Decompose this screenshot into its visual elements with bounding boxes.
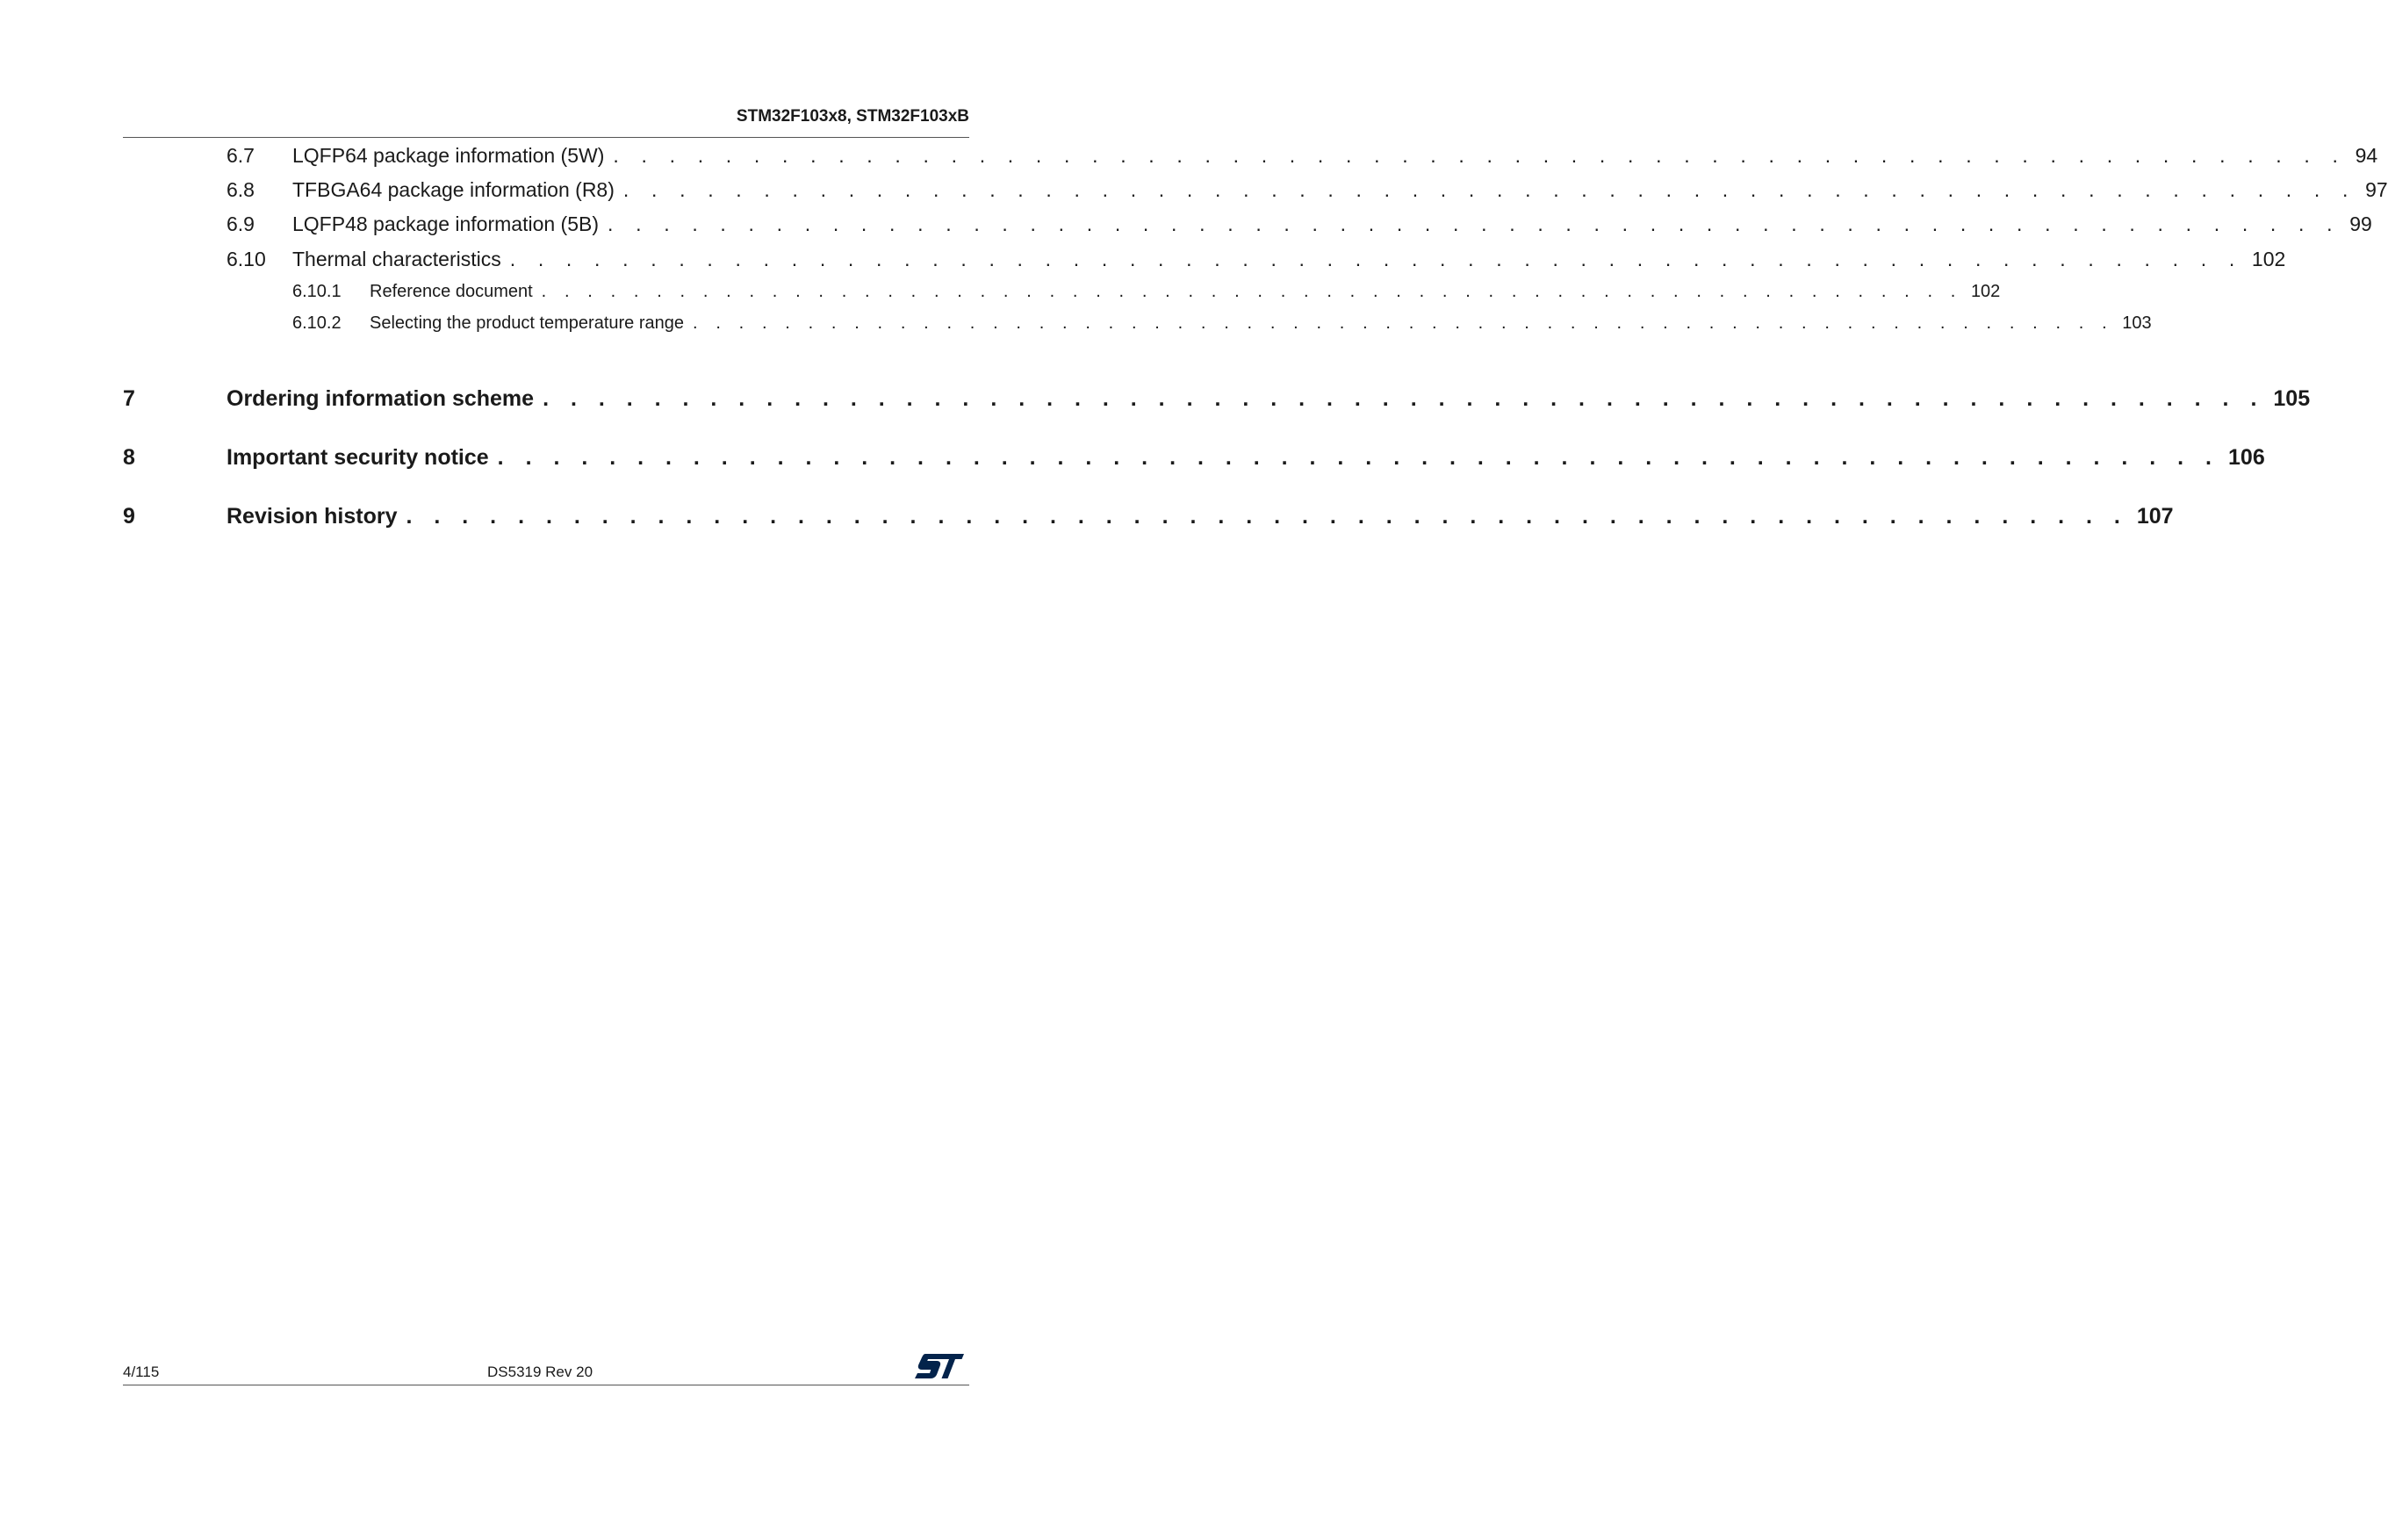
toc-title: Selecting the product temperature range [370, 313, 684, 333]
toc-title: Ordering information scheme [227, 386, 535, 411]
toc-number: 6.10.1 [292, 282, 342, 301]
toc-page-number: 102 [2251, 248, 2286, 270]
toc-leader-dots: . . . . . . . . . . . . . . . . . . . . . . . . . . . . . . . . . . . . . . . . . . . . . . . . . . . . . . . . . . . . . . [541, 282, 1962, 301]
toc-page-number: 103 [2122, 313, 2152, 333]
toc-title: LQFP48 package information (5B) [292, 212, 600, 235]
toc-page-number: 99 [2349, 212, 2372, 235]
toc-entry-6-10-2[interactable] [292, 313, 2152, 334]
toc-page-number: 102 [1970, 282, 2001, 301]
toc-number: 6.10.2 [292, 313, 342, 333]
toc-number: 6.9 [227, 212, 255, 235]
toc-leader-dots: . . . . . . . . . . . . . . . . . . . . . . . . . . . . . . . . . . . . . . . . . . . . . . . . . . . . . . . . . . . . . . [622, 178, 2357, 201]
toc-number: 6.7 [227, 144, 255, 167]
toc-entry-6-9[interactable] [227, 212, 2372, 236]
toc-leader-dots: . . . . . . . . . . . . . . . . . . . . . . . . . . . . . . . . . . . . . . . . . . . . . . . . . . . . . . . . . . . . . . [406, 504, 2128, 529]
page-header [123, 105, 969, 138]
toc-leader-dots: . . . . . . . . . . . . . . . . . . . . . . . . . . . . . . . . . . . . . . . . . . . . . . . . . . . . . . . . . . . . . . [497, 445, 2220, 470]
toc-leader-dots: . . . . . . . . . . . . . . . . . . . . . . . . . . . . . . . . . . . . . . . . . . . . . . . . . . . . . . . . . . . . . . [613, 144, 2347, 167]
page-footer [123, 1361, 969, 1385]
toc-leader-dots: . . . . . . . . . . . . . . . . . . . . . . . . . . . . . . . . . . . . . . . . . . . . . . . . . . . . . . . . . . . . . . [509, 248, 2243, 270]
toc-title: Thermal characteristics [292, 248, 501, 270]
toc-entry-6-10-1[interactable] [292, 282, 2001, 302]
toc-number: 6.10 [227, 248, 266, 270]
st-logo-icon [913, 1351, 966, 1381]
toc-entry-8[interactable] [123, 445, 2265, 471]
toc-title: Important security notice [227, 445, 489, 470]
toc-page-number: 97 [2365, 178, 2388, 201]
toc-leader-dots: . . . . . . . . . . . . . . . . . . . . . . . . . . . . . . . . . . . . . . . . . . . . . . . . . . . . . . . . . . . . . . [693, 313, 2114, 333]
toc-leader-dots: . . . . . . . . . . . . . . . . . . . . . . . . . . . . . . . . . . . . . . . . . . . . . . . . . . . . . . . . . . . . . . [608, 212, 2341, 235]
toc-title: TFBGA64 package information (R8) [292, 178, 615, 201]
toc-entry-9[interactable] [123, 504, 2174, 529]
toc-page-number: 106 [2228, 445, 2265, 470]
toc-page-number: 107 [2136, 504, 2174, 529]
toc-title: Reference document [370, 282, 533, 301]
toc-entry-6-10[interactable] [227, 248, 2286, 271]
toc-title: LQFP64 package information (5W) [292, 144, 605, 167]
toc-page-number: 94 [2355, 144, 2378, 167]
document-revision: DS5319 Rev 20 [487, 1364, 593, 1380]
toc-number: 8 [123, 445, 135, 470]
page-number: 4/115 [123, 1364, 160, 1380]
toc-number: 6.8 [227, 178, 255, 201]
toc-number: 9 [123, 504, 135, 529]
toc-entry-6-7[interactable] [227, 144, 2378, 168]
toc-page-number: 105 [2273, 386, 2311, 411]
toc-entry-7[interactable] [123, 386, 2311, 412]
toc-entry-6-8[interactable] [227, 178, 2388, 202]
document-title: STM32F103x8, STM32F103xB [736, 107, 969, 126]
toc-title: Revision history [227, 504, 398, 529]
toc-number: 7 [123, 386, 135, 411]
toc-leader-dots: . . . . . . . . . . . . . . . . . . . . . . . . . . . . . . . . . . . . . . . . . . . . . . . . . . . . . . . . . . . . . . [543, 386, 2265, 411]
